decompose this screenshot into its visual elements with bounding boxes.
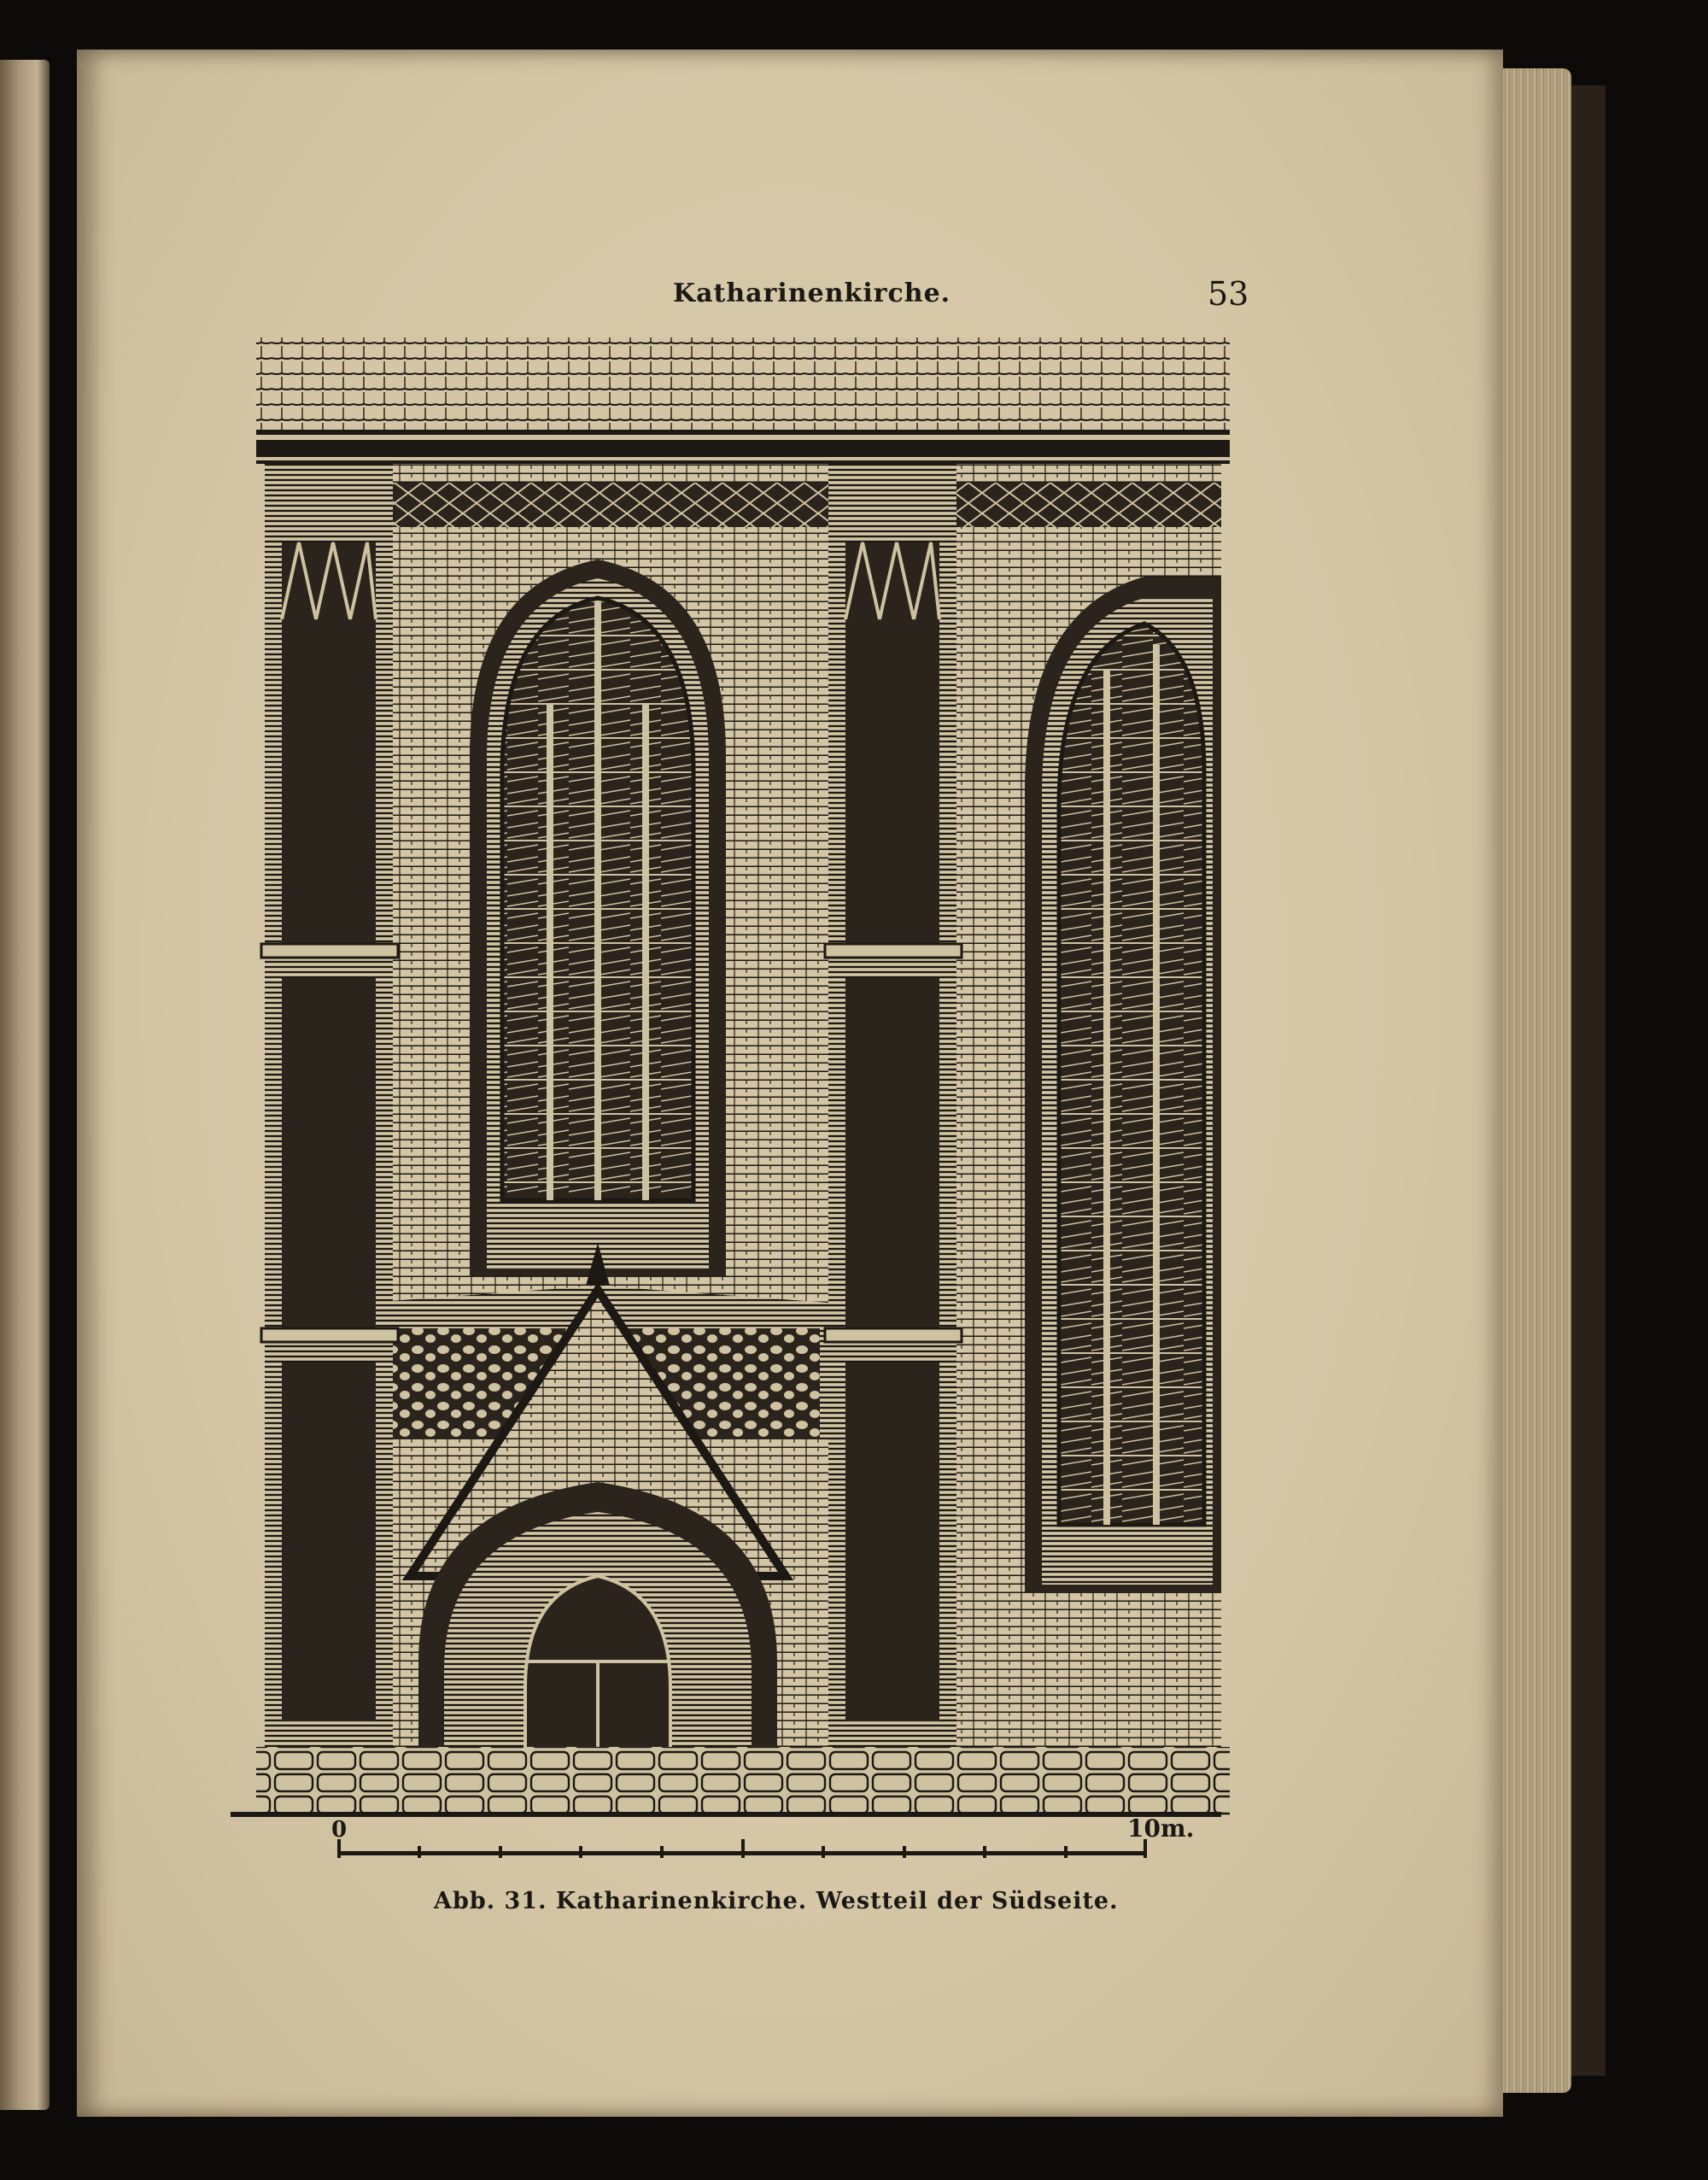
running-head: Katharinenkirche. — [673, 278, 951, 308]
page-stack-edge — [1503, 68, 1571, 2093]
left-page-edge — [0, 60, 50, 2110]
left-window — [470, 560, 726, 1277]
plinth — [256, 1747, 1230, 1815]
figure-caption: Abb. 31. Katharinenkirche. Westteil der Südseite. — [434, 1888, 1119, 1914]
page-number: 53 — [1208, 275, 1249, 313]
scale-end-label: 10m. — [1127, 1814, 1195, 1843]
right-window — [1025, 577, 1221, 1593]
frieze — [384, 483, 1221, 527]
middle-buttress — [825, 464, 962, 1814]
scale-bar — [331, 1814, 1194, 1858]
scale-start-label: 0 — [331, 1817, 348, 1843]
left-buttress — [261, 464, 398, 1814]
book-cover-edge — [1571, 85, 1606, 2076]
ground-line — [231, 1812, 1221, 1817]
church-facade-illustration — [231, 329, 1238, 1858]
roof — [256, 337, 1230, 431]
